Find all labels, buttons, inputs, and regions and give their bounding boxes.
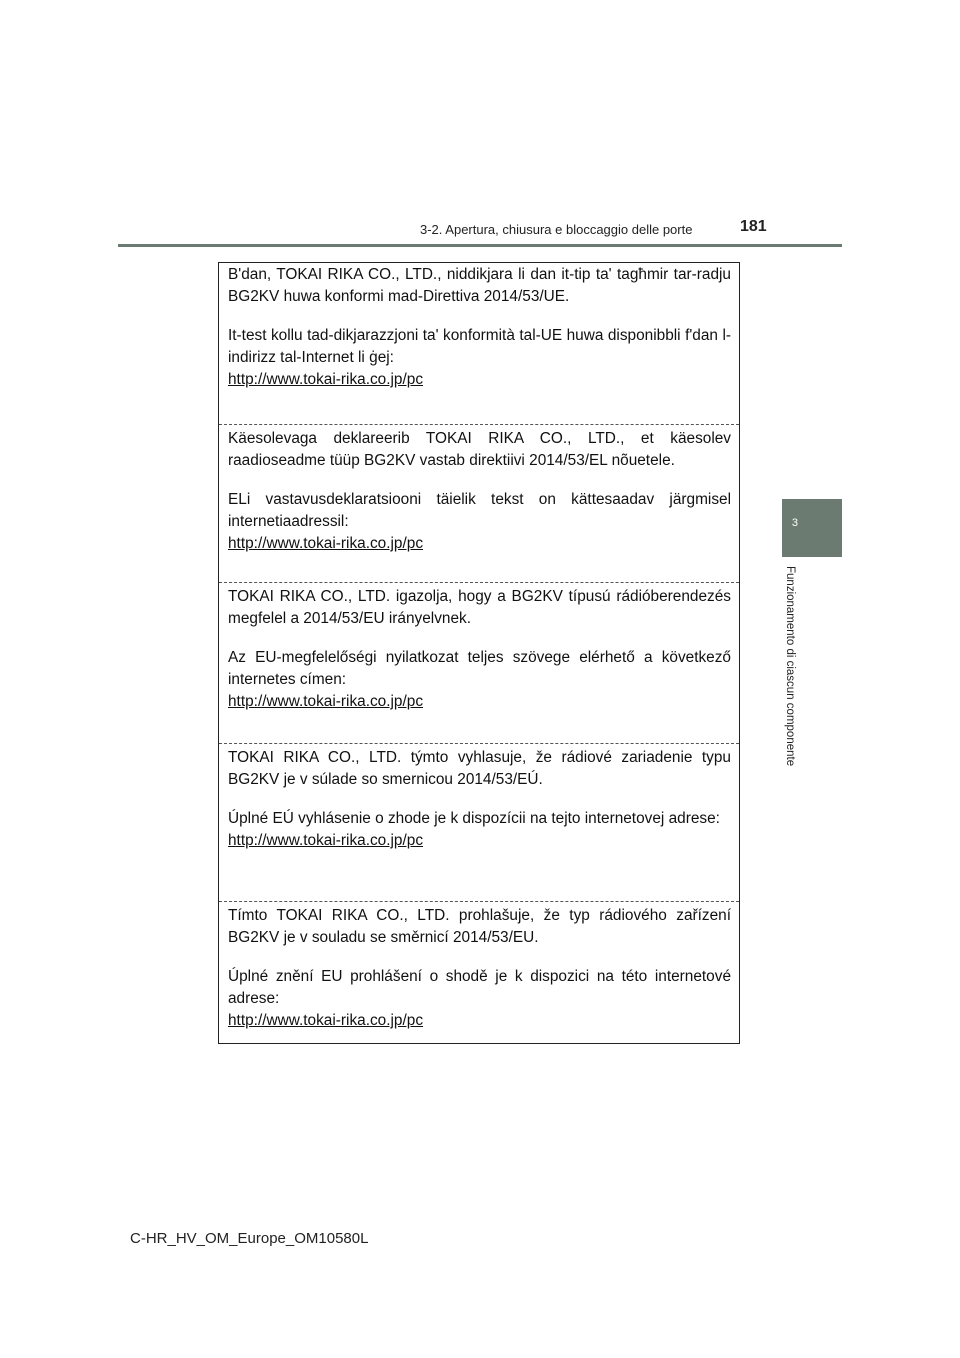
declaration-availability: Az EU-megfelelőségi nyilatkozat teljes szövege elérhető a következő internetes címen: [228, 649, 731, 688]
declaration-availability: Úplné znění EU prohlášení o shodě je k dispozici na této internetové adrese: [228, 968, 731, 1007]
declaration-url-link[interactable]: http://www.tokai-rika.co.jp/pc [228, 535, 424, 552]
declaration-hungarian [219, 582, 739, 713]
chapter-label-wrapper [780, 566, 802, 796]
declaration-statement: Tímto TOKAI RIKA CO., LTD. prohlašuje, že typ rádiového zařízení BG2KV je v souladu se směrnicí 2014/53/EU. [228, 907, 731, 946]
header-rule [118, 244, 842, 247]
declaration-url-link[interactable]: http://www.tokai-rika.co.jp/pc [228, 1012, 424, 1029]
declaration-availability: It-test kollu tad-dikjarazzjoni ta' konformità tal-UE huwa disponibbli f'dan l-indirizz tal-Internet li ġej: [228, 327, 731, 366]
declaration-availability: ELi vastavusdeklaratsiooni täielik tekst on kättesaadav järgmisel internetiaadressil: [228, 491, 731, 530]
declaration-maltese [219, 263, 739, 391]
declaration-statement: TOKAI RIKA CO., LTD. týmto vyhlasuje, že rádiové zariadenie typu BG2KV je v súlade so smernicou 2014/53/EÚ. [228, 749, 731, 788]
declaration-box [218, 262, 740, 1044]
declaration-estonian [219, 424, 739, 555]
declaration-url-link[interactable]: http://www.tokai-rika.co.jp/pc [228, 693, 424, 710]
declaration-statement: Käesolevaga deklareerib TOKAI RIKA CO., LTD., et käesolev raadioseadme tüüp BG2KV vastab direktiivi 2014/53/EL nõuetele. [228, 430, 731, 469]
document-code: C-HR_HV_OM_Europe_OM10580L [130, 1230, 369, 1247]
chapter-label: Funzionamento di ciascun componente [784, 566, 796, 767]
page-number: 181 [740, 218, 767, 235]
chapter-tab [782, 499, 842, 557]
declaration-url-link[interactable]: http://www.tokai-rika.co.jp/pc [228, 371, 424, 388]
declaration-statement: TOKAI RIKA CO., LTD. igazolja, hogy a BG2KV típusú rádióberendezés megfelel a 2014/53/EU irányelvnek. [228, 588, 731, 627]
chapter-number: 3 [791, 517, 798, 529]
declaration-url-link[interactable]: http://www.tokai-rika.co.jp/pc [228, 832, 424, 849]
declaration-availability: Úplné EÚ vyhlásenie o zhode je k dispozícii na tejto internetovej adrese: [228, 810, 720, 827]
section-title: 3-2. Apertura, chiusura e bloccaggio delle porte [420, 222, 693, 237]
declaration-slovak [219, 743, 739, 852]
declaration-czech [219, 901, 739, 1032]
declaration-statement: B'dan, TOKAI RIKA CO., LTD., niddikjara li dan it-tip ta' tagħmir tar-radju BG2KV huwa konformi mad-Direttiva 2014/53/UE. [228, 266, 731, 305]
